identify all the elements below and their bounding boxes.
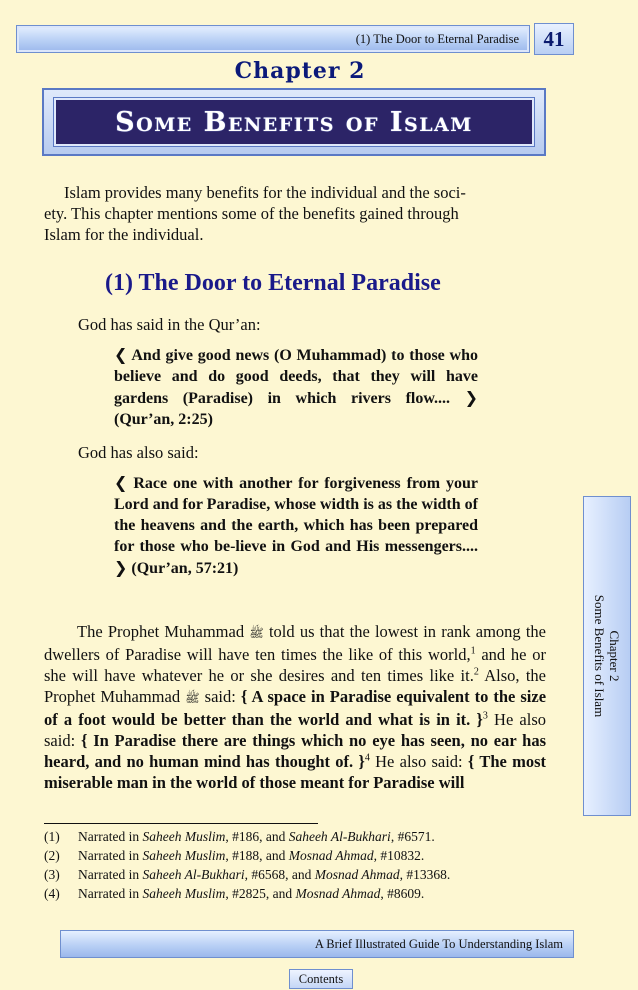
- intro-line-3: Islam for the individual.: [44, 225, 204, 244]
- quran-quote-2: [114, 472, 478, 579]
- page-number: 41: [534, 23, 574, 55]
- header-bar: [16, 25, 530, 53]
- body-text: He also said:: [375, 752, 463, 771]
- quote-reference: (Qur’an, 57:21): [131, 560, 239, 577]
- running-header-title: (1) The Door to Eternal Paradise: [355, 32, 519, 46]
- body-text: said:: [204, 687, 236, 706]
- hadith-quote: { In Paradise there are things which no eye has seen, no ear has heard, and no human mind has thought of. }: [44, 731, 546, 771]
- body-text: The Prophet Muhammad: [77, 622, 245, 641]
- quote-text: Race one with another for forgiveness from your Lord and for Paradise, whose width is as the width of the heavens and the earth, which has been prepared for those who be-lieve in God and His messengers....: [114, 475, 479, 555]
- footnote-divider: [44, 823, 318, 824]
- body-text: and he or she will have whatever he or she desires and ten times like it.: [44, 645, 546, 685]
- body-text: told us that the lowest in rank among the dwellers of Paradise will have ten times the like of this world,: [44, 622, 546, 664]
- quote-close-bracket: ❯: [464, 388, 479, 407]
- footnote-1: (1) Narrated in Saheeh Muslim, #186, and Saheeh Al-Bukhari, #6571.: [44, 829, 435, 844]
- chapter-title: Some Benefits of Islam: [115, 106, 473, 138]
- quote-open-bracket: ❮: [114, 345, 128, 364]
- chapter-side-tab[interactable]: [583, 496, 631, 816]
- side-tab-title: Some Benefits of Islam: [592, 594, 607, 718]
- paragraph-quran-also: God has also said:: [78, 443, 199, 462]
- hadith-quote: { The most miserable man in the world of those meant for Paradise will: [44, 752, 547, 792]
- quote-text: And give good news (O Muhammad) to those who believe and do good deeds, that they will have gardens (Paradise) in which rivers flow....: [114, 347, 479, 407]
- quote-reference: (Qur’an, 2:25): [114, 411, 213, 428]
- paragraph-quran-intro: God has said in the Qur’an:: [78, 315, 261, 334]
- footnote-ref[interactable]: 4: [364, 752, 370, 764]
- section-title: (1) The Door to Eternal Paradise: [105, 270, 441, 296]
- pbuh-symbol: ﷺ: [185, 691, 200, 705]
- side-tab-chapter: Chapter 2: [607, 630, 622, 682]
- chapter-title-panel: [54, 98, 534, 146]
- footnote-2: (2) Narrated in Saheeh Muslim, #188, and Mosnad Ahmad, #10832.: [44, 848, 425, 863]
- footnote-3: (3) Narrated in Saheeh Al-Bukhari, #6568, and Mosnad Ahmad, #13368.: [44, 867, 451, 882]
- quote-open-bracket: ❮: [114, 473, 128, 492]
- pbuh-symbol: ﷺ: [249, 626, 264, 640]
- contents-button[interactable]: Contents: [289, 969, 353, 989]
- footnote-4: (4) Narrated in Saheeh Muslim, #2825, and Mosnad Ahmad, #8609.: [44, 886, 425, 901]
- body-paragraph: [44, 621, 546, 793]
- footnote-ref[interactable]: 3: [482, 710, 488, 722]
- intro-line-1: Islam provides many benefits for the individual and the soci-: [64, 183, 466, 202]
- intro-line-2: ety. This chapter mentions some of the benefits gained through: [44, 204, 459, 223]
- quran-quote-1: [114, 344, 478, 430]
- chapter-heading: Chapter 2: [234, 58, 366, 84]
- footer-bar: [60, 930, 574, 958]
- footnote-ref[interactable]: 2: [473, 666, 479, 678]
- body-text: Also, the Prophet Muhammad: [44, 666, 546, 706]
- body-text: He also said:: [44, 710, 546, 750]
- footnote-ref[interactable]: 1: [470, 645, 476, 657]
- quote-close-bracket: ❯: [114, 558, 128, 577]
- side-tab-label: [592, 595, 622, 717]
- hadith-quote: { A space in Paradise equivalent to the size of a foot would be better than the world and what is in it. }: [44, 687, 547, 729]
- chapter-title-banner: [42, 88, 546, 156]
- book-title: A Brief Illustrated Guide To Understanding Islam: [314, 937, 563, 951]
